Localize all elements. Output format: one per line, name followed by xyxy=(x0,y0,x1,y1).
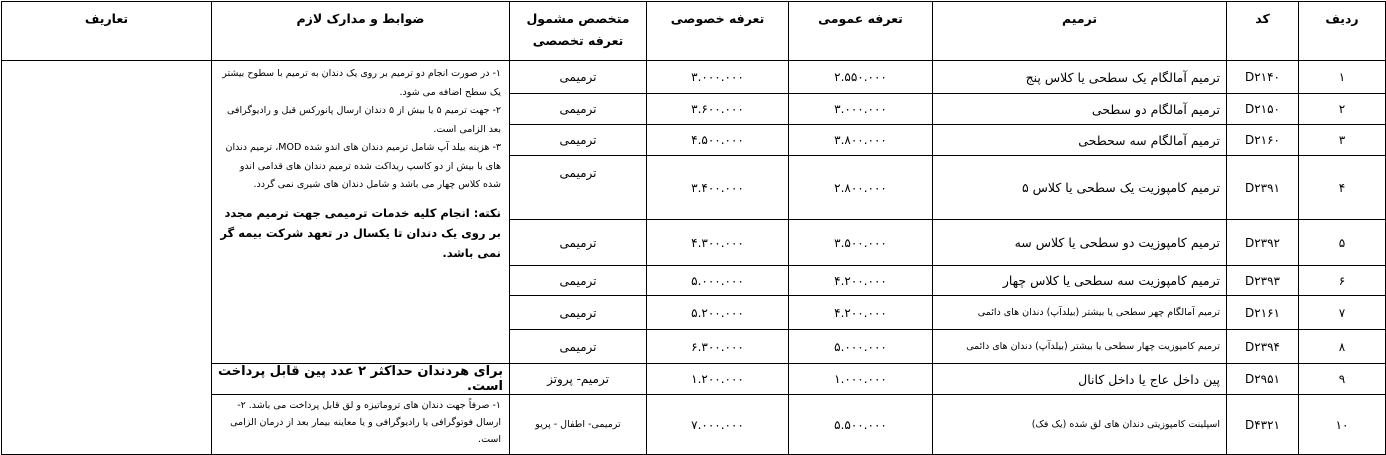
definitions-cell xyxy=(2,61,212,455)
specialist: ترمیمی xyxy=(510,156,647,220)
specialist: ترمیمی xyxy=(510,266,647,296)
row-number: ۵ xyxy=(1299,220,1386,266)
row-number: ۸ xyxy=(1299,330,1386,364)
private-tariff: ۴.۳۰۰.۰۰۰ xyxy=(647,220,789,266)
treatment-name: ترمیم کامپوزیت سه سطحی یا کلاس چهار xyxy=(933,266,1227,296)
rule-line: ۳- هزینه بیلد آپ شامل ترمیم دندان های اندو شده MOD، ترمیم دندان های با بیش از دو کاسپ ریداکت شده ترمیم دندان های قدامی اندو شده کلاس چهار می باشد و شامل دندان های شیری نمی گردد. xyxy=(225,142,501,190)
public-tariff: ۱.۰۰۰.۰۰۰ xyxy=(789,364,933,395)
service-code: D۲۳۹۲ xyxy=(1227,220,1299,266)
treatment-name: پین داخل عاج یا داخل کانال xyxy=(933,364,1227,395)
specialist: ترمیمی xyxy=(510,296,647,330)
header-row-number: ردیف xyxy=(1299,2,1386,61)
header-specialist: متخصص مشمول تعرفه تخصصی xyxy=(510,2,647,61)
private-tariff: ۵.۰۰۰.۰۰۰ xyxy=(647,266,789,296)
service-code: D۲۱۴۰ xyxy=(1227,61,1299,94)
private-tariff: ۱.۲۰۰.۰۰۰ xyxy=(647,364,789,395)
specialist: ترمیمی xyxy=(510,94,647,125)
treatment-name: ترمیم کامپوزیت چهار سطحی یا بیشتر (بیلدآپ) دندان های دائمی xyxy=(933,330,1227,364)
treatment-name: ترمیم کامپوزیت یک سطحی یا کلاس ۵ xyxy=(933,156,1227,220)
specialist: ترمیمی- اطفال - پریو xyxy=(510,395,647,455)
treatment-name: اسپلینت کامپوزیتی دندان های لق شده (یک فک) xyxy=(933,395,1227,455)
public-tariff: ۵.۵۰۰.۰۰۰ xyxy=(789,395,933,455)
private-tariff: ۶.۳۰۰.۰۰۰ xyxy=(647,330,789,364)
public-tariff: ۳.۵۰۰.۰۰۰ xyxy=(789,220,933,266)
rule-note: نکته: انجام کلیه خدمات ترمیمی جهت ترمیم مجدد بر روی یک دندان تا یکسال در تعهد شرکت بیمه گر نمی باشد. xyxy=(220,205,501,260)
service-code: D۲۱۵۰ xyxy=(1227,94,1299,125)
service-code: D۲۳۹۴ xyxy=(1227,330,1299,364)
treatment-name: ترمیم آمالگام سه سحطحی xyxy=(933,125,1227,156)
treatment-name: ترمیم آمالگام یک سطحی یا کلاس پنج xyxy=(933,61,1227,94)
service-code: D۲۱۶۰ xyxy=(1227,125,1299,156)
rules-block xyxy=(212,61,510,364)
rules-splint: ۱- صرفاً جهت دندان های تروماتیزه و لق قابل پرداخت می باشد. ۲- ارسال فوتوگرافی یا رادیوگرافی و یا معاینه بیمار بعد از درمان الزامی است. xyxy=(212,395,510,455)
private-tariff: ۴.۵۰۰.۰۰۰ xyxy=(647,125,789,156)
rule-line: ۲- جهت ترمیم ۵ یا بیش از ۵ دندان ارسال پانورکس قبل و رادیوگرافی بعد الزامی است. xyxy=(227,105,501,135)
row-number: ۷ xyxy=(1299,296,1386,330)
service-code: D۲۳۹۳ xyxy=(1227,266,1299,296)
treatment-name: ترمیم آمالگام چهر سطحی یا بیشتر (بیلدآپ) دندان های دائمی xyxy=(933,296,1227,330)
public-tariff: ۴.۲۰۰.۰۰۰ xyxy=(789,266,933,296)
row-number: ۱ xyxy=(1299,61,1386,94)
public-tariff: ۴.۲۰۰.۰۰۰ xyxy=(789,296,933,330)
tariff-table xyxy=(1,1,1386,455)
public-tariff: ۲.۵۵۰.۰۰۰ xyxy=(789,61,933,94)
public-tariff: ۳.۸۰۰.۰۰۰ xyxy=(789,125,933,156)
row-number: ۳ xyxy=(1299,125,1386,156)
header-rules: ضوابط و مدارک لازم xyxy=(212,2,510,61)
service-code: D۲۹۵۱ xyxy=(1227,364,1299,395)
row-number: ۱۰ xyxy=(1299,395,1386,455)
service-code: D۴۳۲۱ xyxy=(1227,395,1299,455)
row-number: ۹ xyxy=(1299,364,1386,395)
private-tariff: ۵.۲۰۰.۰۰۰ xyxy=(647,296,789,330)
public-tariff: ۲.۸۰۰.۰۰۰ xyxy=(789,156,933,220)
private-tariff: ۳.۶۰۰.۰۰۰ xyxy=(647,94,789,125)
rule-line: ۱- در صورت انجام دو ترمیم بر روی یک دندان به ترمیم با سطوح بیشتر یک سطح اضافه می شود. xyxy=(222,68,501,98)
service-code: D۲۳۹۱ xyxy=(1227,156,1299,220)
header-treatment: ترمیم xyxy=(933,2,1227,61)
rules-pin: برای هردندان حداکثر ۲ عدد پین قابل پرداخت است. xyxy=(212,364,510,395)
public-tariff: ۵.۰۰۰.۰۰۰ xyxy=(789,330,933,364)
treatment-name: ترمیم آمالگام دو سطحی xyxy=(933,94,1227,125)
private-tariff: ۷.۰۰۰.۰۰۰ xyxy=(647,395,789,455)
row-number: ۶ xyxy=(1299,266,1386,296)
header-public-tariff: تعرفه عمومی xyxy=(789,2,933,61)
service-code: D۲۱۶۱ xyxy=(1227,296,1299,330)
private-tariff: ۳.۰۰۰.۰۰۰ xyxy=(647,61,789,94)
private-tariff: ۳.۴۰۰.۰۰۰ xyxy=(647,156,789,220)
specialist: ترمیمی xyxy=(510,220,647,266)
row-number: ۴ xyxy=(1299,156,1386,220)
specialist: ترمیمی xyxy=(510,125,647,156)
row-number: ۲ xyxy=(1299,94,1386,125)
header-code: کد xyxy=(1227,2,1299,61)
public-tariff: ۳.۰۰۰.۰۰۰ xyxy=(789,94,933,125)
header-row xyxy=(2,2,1386,61)
specialist: ترمیمی xyxy=(510,61,647,94)
header-private-tariff: تعرفه خصوصی xyxy=(647,2,789,61)
table-row xyxy=(2,61,1386,94)
specialist: ترمیمی xyxy=(510,330,647,364)
specialist: ترمیم- پروتز xyxy=(510,364,647,395)
treatment-name: ترمیم کامپوزیت دو سطحی یا کلاس سه xyxy=(933,220,1227,266)
header-definitions: تعاریف xyxy=(2,2,212,61)
